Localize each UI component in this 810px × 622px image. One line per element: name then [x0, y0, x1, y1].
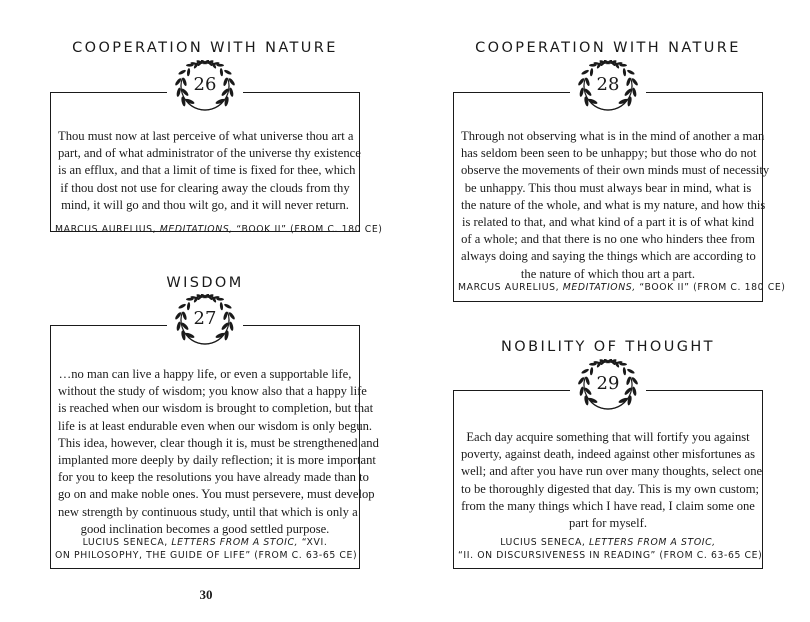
attribution-work: MEDITATIONS, — [562, 282, 636, 293]
quote-attribution — [458, 282, 786, 295]
quote-line: Through not observing what is in the mind of another a man — [461, 129, 765, 143]
quote-line: of a whole; and that there is no one who hinders thee from — [461, 232, 755, 247]
attribution-line: “II. ON DISCURSIVENESS IN READING” (FROM C. 63-65 CE) — [458, 549, 763, 561]
entry-emblem — [167, 60, 243, 124]
laurel-leaf — [181, 330, 187, 341]
quote-line: poverty, against death, indeed against other misfortunes as — [461, 447, 756, 462]
quote-line: mind, it will go and thou wilt go, and it will never return. — [61, 197, 349, 212]
quote-attribution — [55, 537, 358, 562]
quote-line: is reached when our wisdom is brought to completion, but that — [58, 401, 374, 416]
entry-number: 29 — [596, 373, 620, 394]
quote-line: is related to that, and what kind of a part it is of what kind — [461, 215, 755, 230]
section-title: WISDOM — [166, 275, 244, 291]
quote-line: well; and after you have run over many thoughts, select one — [461, 464, 763, 479]
quote-text — [461, 128, 770, 283]
quote-line: the nature of the whole, and what is my nature, and how this — [461, 197, 766, 212]
quote-line: Thou must now at last perceive of what universe thou art a — [58, 129, 354, 143]
attribution-section: “XVI. — [301, 537, 328, 548]
quote-line: good inclination becomes a good settled purpose. — [80, 521, 330, 536]
quote-text — [58, 366, 379, 538]
quote-line: if thou dost not use for clearing away the clouds from thy — [60, 180, 350, 195]
attribution-section: “BOOK II” (FROM C. 180 CE) — [639, 282, 786, 293]
quote-line: has seldom been seen to be unhappy; but those who do not — [461, 146, 757, 161]
entry-number: 28 — [596, 74, 620, 95]
quote-line: new strength by continuous study, until that which is only a — [58, 504, 358, 519]
quote-line: to be thoroughly digested that day. This is my own custom; — [461, 481, 760, 496]
entry-emblem — [167, 294, 243, 358]
laurel-leaf — [584, 395, 590, 406]
attribution-author: LUCIUS SENECA, — [500, 537, 586, 548]
quote-attribution — [458, 537, 763, 562]
quote-line: implanted more deeply by daily reflection; it is more important — [58, 453, 376, 468]
entry-number: 26 — [193, 74, 217, 95]
attribution-work: LETTERS FROM A STOIC, — [171, 537, 299, 548]
quote-line: go on and make noble ones. You must persevere, must develop — [58, 487, 375, 502]
section-title: COOPERATION WITH NATURE — [72, 40, 338, 56]
attribution-line — [55, 224, 383, 237]
quote-line: This idea, however, clear though it is, must be strengthened and — [58, 435, 379, 450]
attribution-line: ON PHILOSOPHY, THE GUIDE OF LIFE” (FROM C. 63-65 CE) — [55, 549, 358, 561]
quote-line: …no man can live a happy life, or even a supportable life, — [58, 367, 352, 381]
quote-line: is an efflux, and that a limit of time is fixed for thee, which — [58, 163, 356, 178]
quote-line: from the many things which I have read, I claim some one — [461, 498, 755, 513]
entry-emblem — [570, 60, 646, 124]
section-title: COOPERATION WITH NATURE — [475, 40, 741, 56]
section-title: NOBILITY OF THOUGHT — [501, 339, 715, 355]
quote-line: always doing and saying the things which are according to — [461, 249, 756, 264]
attribution-line — [458, 282, 786, 295]
quote-text — [58, 128, 361, 214]
attribution-line — [55, 537, 355, 550]
attribution-section: “BOOK II” (FROM C. 180 CE) — [236, 224, 383, 235]
quote-line: without the study of wisdom; you know also that a happy life — [58, 384, 367, 399]
entry-number: 27 — [193, 308, 217, 329]
attribution-author: MARCUS AURELIUS, — [458, 282, 560, 293]
quote-line: observe the movements of their own minds must of necessity — [461, 163, 770, 178]
quote-line: be unhappy. This thou must always bear in mind, what is — [464, 180, 752, 195]
quote-line: for you to keep the resolutions you have already made than to — [58, 470, 369, 485]
attribution-work: MEDITATIONS, — [159, 224, 233, 235]
quote-text — [461, 429, 763, 532]
attribution-line — [458, 537, 758, 550]
quote-line: part, and of what administrator of the universe thy existence — [58, 146, 361, 161]
attribution-work: LETTERS FROM A STOIC, — [589, 537, 716, 548]
quote-line: life is at least endurable even when our wisdom is only begun. — [58, 418, 373, 433]
laurel-leaf — [181, 96, 187, 107]
quote-line: Each day acquire something that will fortify you against — [466, 430, 750, 444]
page-number: 30 — [199, 587, 213, 602]
laurel-leaf — [584, 96, 590, 107]
attribution-author: MARCUS AURELIUS, — [55, 224, 157, 235]
quote-line: the nature of which thou art a part. — [520, 266, 696, 281]
attribution-author: LUCIUS SENECA, — [82, 537, 168, 548]
quote-attribution — [55, 224, 383, 237]
quote-line: part for myself. — [569, 516, 647, 531]
entry-emblem — [570, 359, 646, 423]
